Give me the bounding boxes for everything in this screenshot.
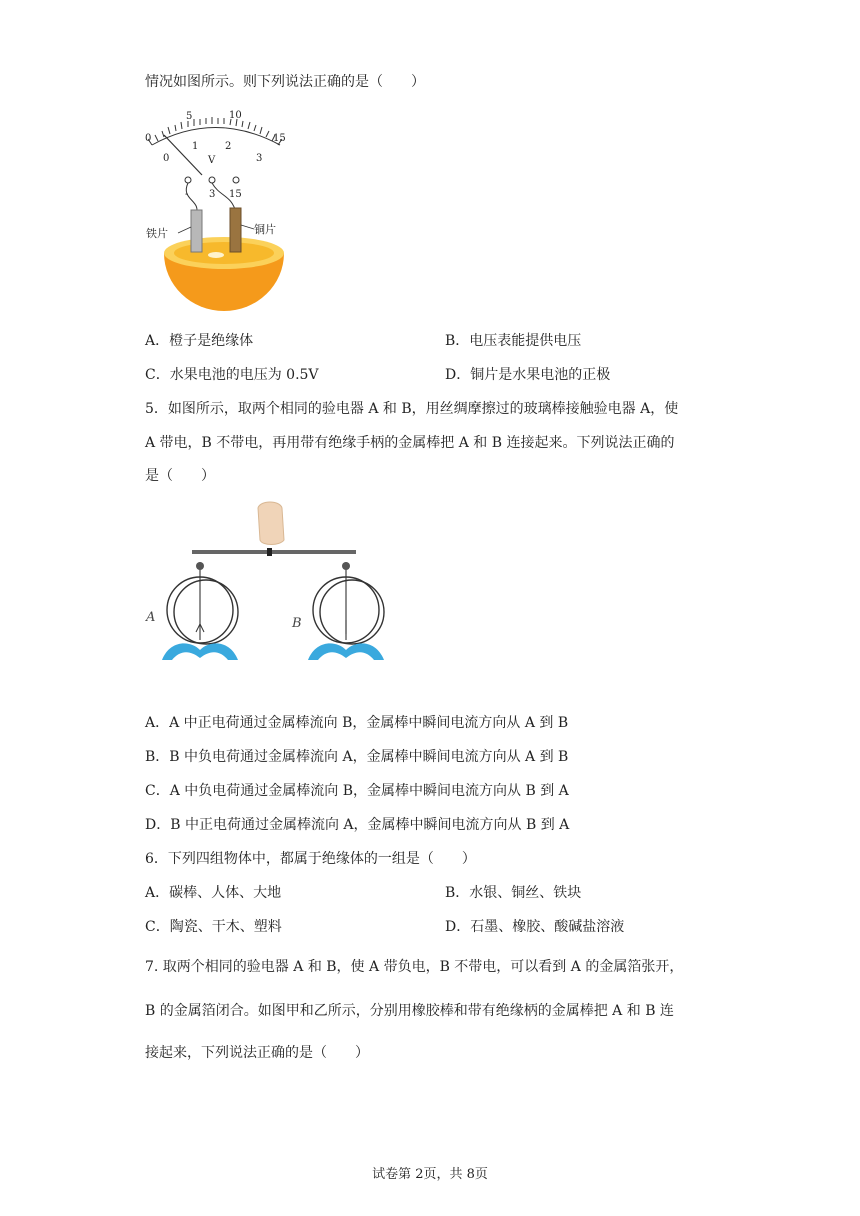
q5-option-a: A．A 中正电荷通过金属棒流向 B，金属棒中瞬间电流方向从 A 到 B <box>145 715 569 731</box>
terminal-neg-label: - <box>185 189 189 200</box>
q6-option-b: B．水银、铜丝、铁块 <box>445 885 582 901</box>
copper-label: 铜片 <box>254 223 276 236</box>
scale-bottom-3: 3 <box>256 153 263 164</box>
q6-option-a: A．碳棒、人体、大地 <box>145 885 282 901</box>
label-b: B <box>292 616 302 631</box>
scale-top-10: 10 <box>229 110 242 121</box>
q5-stem-line2: A 带电，B 不带电，再用带有绝缘手柄的金属棒把 A 和 B 连接起来。下列说法正确的 <box>145 435 675 451</box>
scale-ticks <box>148 117 282 145</box>
q4-option-b: B．电压表能提供电压 <box>445 333 582 349</box>
electroscopes-figure <box>140 500 400 670</box>
q5-stem-line3: 是（ ） <box>145 468 215 484</box>
iron-label: 铁片 <box>146 227 168 240</box>
q7-stem-line2: B 的金属箔闭合。如图甲和乙所示，分别用橡胶棒和带有绝缘柄的金属棒把 A 和 B 连 <box>145 1003 674 1019</box>
terminal-3 <box>209 177 215 183</box>
q5-option-b: B．B 中负电荷通过金属棒流向 A，金属棒中瞬间电流方向从 A 到 B <box>145 749 569 765</box>
scale-bottom-0: 0 <box>163 153 170 164</box>
electroscope-a <box>162 562 238 660</box>
terminal-15 <box>233 177 239 183</box>
hand-image <box>258 502 284 545</box>
q5-option-d: D．B 中正电荷通过金属棒流向 A，金属棒中瞬间电流方向从 B 到 A <box>145 817 570 833</box>
electroscope-b <box>308 562 384 660</box>
scale-top-5: 5 <box>186 111 193 122</box>
rod-handle <box>267 548 272 556</box>
scale-bottom-2: 2 <box>225 141 232 152</box>
q4-option-d: D．铜片是水果电池的正极 <box>445 367 611 383</box>
terminal-3-label: 3 <box>209 189 216 200</box>
q5-option-c: C．A 中负电荷通过金属棒流向 B，金属棒中瞬间电流方向从 B 到 A <box>145 783 569 799</box>
unit-label: V <box>208 155 216 166</box>
terminal-neg <box>185 177 191 183</box>
q7-stem-line3: 接起来，下列说法正确的是（ ） <box>145 1045 369 1061</box>
q4-stem: 情况如图所示。则下列说法正确的是（ ） <box>145 74 425 90</box>
page-footer: 试卷第 2页，共 8页 <box>372 1167 488 1182</box>
scale-bottom-1: 1 <box>192 141 199 152</box>
q4-option-c: C．水果电池的电压为 0.5V <box>145 367 319 383</box>
label-a: A <box>146 610 156 625</box>
fruit-battery-figure <box>140 105 300 315</box>
iron-plate <box>191 210 202 252</box>
terminal-15-label: 15 <box>229 189 242 200</box>
q6-option-c: C．陶瓷、干木、塑料 <box>145 919 282 935</box>
q6-option-d: D．石墨、橡胶、酸碱盐溶液 <box>445 919 625 935</box>
scale-top-0: 0 <box>145 133 152 144</box>
copper-plate <box>230 208 241 252</box>
q6-stem: 6．下列四组物体中，都属于绝缘体的一组是（ ） <box>145 851 476 867</box>
q7-stem-line1: 7. 取两个相同的验电器 A 和 B，使 A 带负电，B 不带电，可以看到 A 的金属箔张开， <box>145 959 684 975</box>
q5-stem-line1: 5．如图所示，取两个相同的验电器 A 和 B，用丝绸摩擦过的玻璃棒接触验电器 A，使 <box>145 401 679 417</box>
q4-option-a: A．橙子是绝缘体 <box>145 333 254 349</box>
scale-top-15: 15 <box>273 133 286 144</box>
